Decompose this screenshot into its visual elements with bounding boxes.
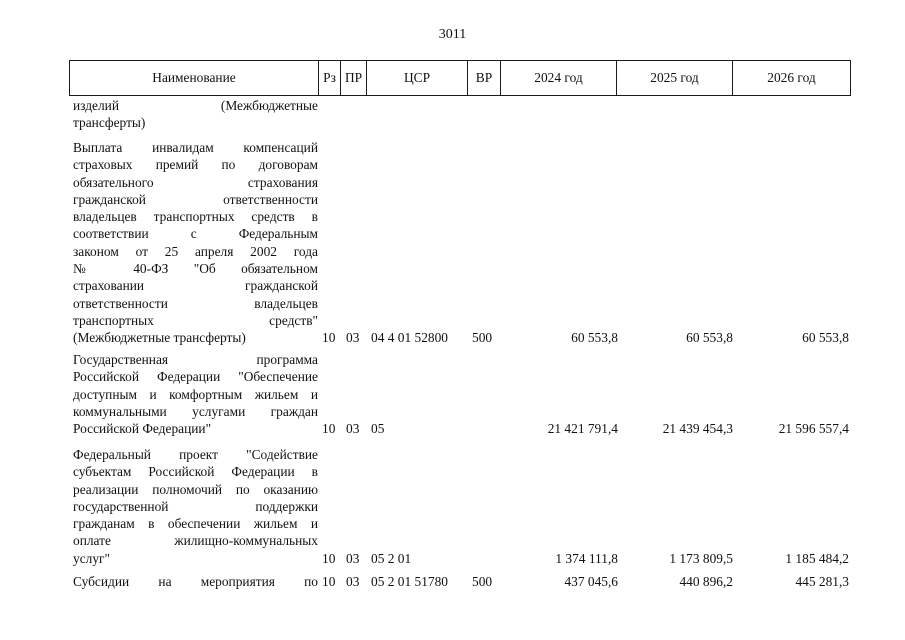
cell-2024: 437 045,6 [564,574,618,589]
row-name-line: Государственная программа [73,352,318,367]
cell-csr: 05 2 01 51780 [371,574,448,589]
header-year-2026: 2026 год [767,70,816,85]
row-name-line: трансферты) [73,115,146,131]
row-name [73,139,318,347]
row-name-line: гражданской ответственности [73,191,318,207]
header-year-2025: 2025 год [617,61,733,95]
row-name-line: Российской Федерации" [73,421,212,437]
cell-pr: 03 [346,550,360,566]
cell-2025: 440 896,2 [679,574,733,589]
header-csr: ЦСР [367,61,468,95]
row-name-line: Российской Федерации "Обеспечение [73,369,318,385]
header-rz: Рз [319,61,341,95]
row-name-line: № 40-ФЗ "Об обязательном [73,261,318,277]
header-vr: ВР [468,61,501,95]
cell-2025: 1 173 809,5 [669,550,733,566]
cell-2025: 21 439 454,3 [662,421,733,437]
row-name-line: ответственности владельцев [73,295,318,311]
cell-2026: 60 553,8 [802,330,849,346]
row-name-line: доступным и комфортным жильем и [73,386,318,402]
cell-2024: 60 553,8 [571,330,618,346]
row-name-line: коммунальными услугами граждан [73,403,318,419]
table-header [69,60,851,96]
cell-rz: 10 [322,550,336,566]
row-name-line: реализации полномочий по оказанию [73,481,318,497]
cell-vr: 500 [472,330,493,346]
cell-csr: 04 4 01 52800 [371,330,448,346]
cell-rz: 10 [322,330,336,346]
cell-csr: 05 [371,421,385,437]
row-name-line: гражданам в обеспечении жильем и [73,516,318,532]
row-name-line: Субсидии на мероприятия по [73,574,318,589]
row-name-line: обязательного страхования [73,174,318,190]
row-name-line: изделий (Межбюджетные [73,98,318,113]
header-year-2024: 2024 год [501,61,617,95]
header-name: Наименование [70,61,319,95]
row-name [73,446,318,567]
cell-2024: 21 421 791,4 [547,421,618,437]
row-name [73,97,318,132]
page-number: 3011 [438,27,467,42]
row-name [73,351,318,437]
row-name-line: (Межбюджетные трансферты) [73,330,246,346]
row-name-line: страховых премий по договорам [73,157,318,173]
row-name-line: транспортных средств" [73,312,318,328]
row-name-line: законом от 25 апреля 2002 года [73,243,318,259]
cell-pr: 03 [346,421,360,437]
cell-2025: 60 553,8 [686,330,733,346]
row-name-line: Выплата инвалидам компенсаций [73,140,318,155]
cell-2026: 1 185 484,2 [785,550,849,566]
cell-2024: 1 374 111,8 [555,550,618,566]
cell-2026: 445 281,3 [795,574,849,589]
row-name-line: страховании гражданской [73,278,318,294]
cell-2026: 21 596 557,4 [778,421,849,437]
row-name-line: оплате жилищно-коммунальных [73,533,318,549]
row-name-line: государственной поддержки [73,498,318,514]
row-name-line: субъектам Российской Федерации в [73,464,318,480]
row-name-line: владельцев транспортных средств в [73,209,318,225]
cell-rz: 10 [322,421,336,437]
cell-vr: 500 [472,574,493,589]
row-name-line: услуг" [73,550,110,566]
cell-csr: 05 2 01 [371,550,412,566]
row-name-line: Федеральный проект "Содействие [73,447,318,462]
row-name-line: соответствии с Федеральным [73,226,318,242]
row-name [73,573,318,590]
cell-pr: 03 [346,574,360,589]
header-pr: ПР [341,61,367,95]
cell-pr: 03 [346,330,360,346]
cell-rz: 10 [322,574,336,589]
